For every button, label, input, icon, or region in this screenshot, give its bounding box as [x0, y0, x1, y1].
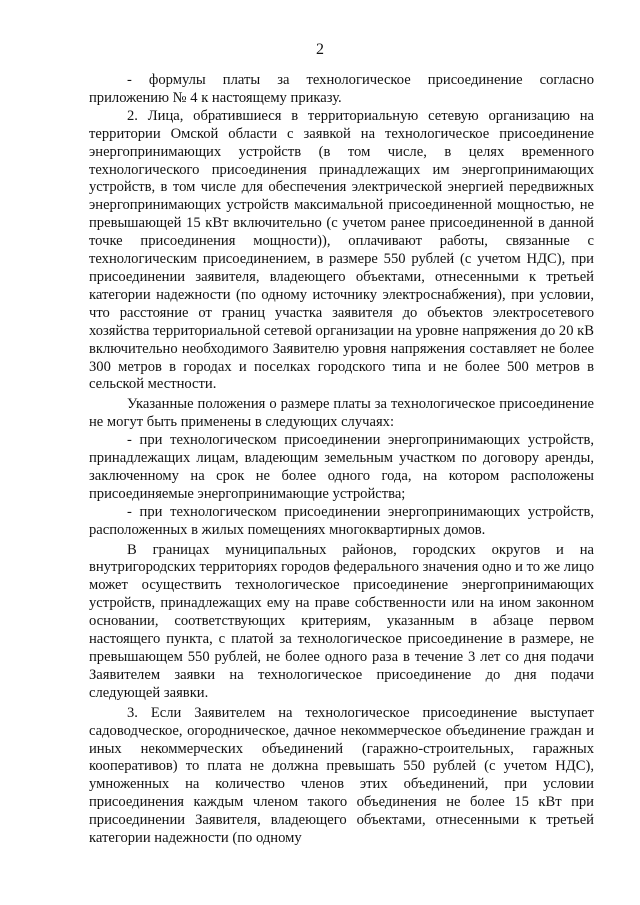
paragraph-formulas: - формулы платы за технологическое присоединение согласно приложению № 4 к настоящему приказу.: [89, 72, 594, 106]
paragraph-exception-apartments: - при технологическом присоединении энергопринимающих устройств, расположенных в жилых помещениях многоквартирных домов.: [89, 503, 594, 538]
paragraph-exception-lease: - при технологическом присоединении энергопринимающих устройств, принадлежащих лицам, владеющим земельным участком по договору аренды, заключенному на срок не более одного года, на котором расположены присоединяемые энергопринимающие устройства;: [89, 432, 594, 502]
paragraph-exceptions-intro: Указанные положения о размере платы за технологическое присоединение не могут быть применены в следующих случаях:: [89, 396, 594, 431]
page-number: 2: [316, 41, 324, 58]
paragraph-municipal-limits: В границах муниципальных районов, городских округов и на внутригородских территориях городов федерального значения одно и то же лицо может осуществить технологическое присоединение энергопринимающих устройств, принадлежащих ему на праве собственности или на ином законном основании, соответствующих критериям, указанным в абзаце первом настоящего пункта, с платой за технологическое присоединение в размере, не превышающем 550 рублей, не более одного раза в течение 3 лет со дня подачи Заявителем заявки на технологическое присоединение до дня подачи следующей заявки.: [89, 541, 594, 701]
paragraph-clause-3: 3. Если Заявителем на технологическое присоединение выступает садоводческое, огородническое, дачное некоммерческое объединение граждан и иных некоммерческих объединений (гаражно-строительных, гаражных кооперативов) то плата не должна превышать 550 рублей (с учетом НДС), умноженных на количество членов этих объединений, при условии присоединения каждым членом такого объединения не более 15 кВт при присоединении Заявителя, владеющего объектами, отнесенными к третьей категории надежности (по одному: [89, 704, 594, 847]
paragraph-clause-2: 2. Лица, обратившиеся в территориальную сетевую организацию на территории Омской области с заявкой на технологическое присоединение энергопринимающих устройств (в том числе, в целях временного технологического присоединения принадлежащих им энергопринимающих устройств, в том числе для обеспечения электрической энергией передвижных энергопринимающих устройств максимальной присоединенной мощностью, не превышающей 15 кВт включительно (с учетом ранее присоединенной в данной точке присоединения мощности)), оплачивают работы, связанные с технологическим присоединением, в размере 550 рублей (с учетом НДС), при присоединении заявителя, владеющего объектами, отнесенными к третьей категории надежности (по одному источнику электроснабжения), при условии, что расстояние от границ участка заявителя до объектов электросетевого хозяйства территориальной сетевой организации на уровне напряжения до 20 кВ включительно необходимого Заявителю уровня напряжения составляет не более 300 метров в городах и поселках городского типа и не более 500 метров в сельской местности.: [89, 107, 594, 393]
document-body: [89, 72, 594, 848]
